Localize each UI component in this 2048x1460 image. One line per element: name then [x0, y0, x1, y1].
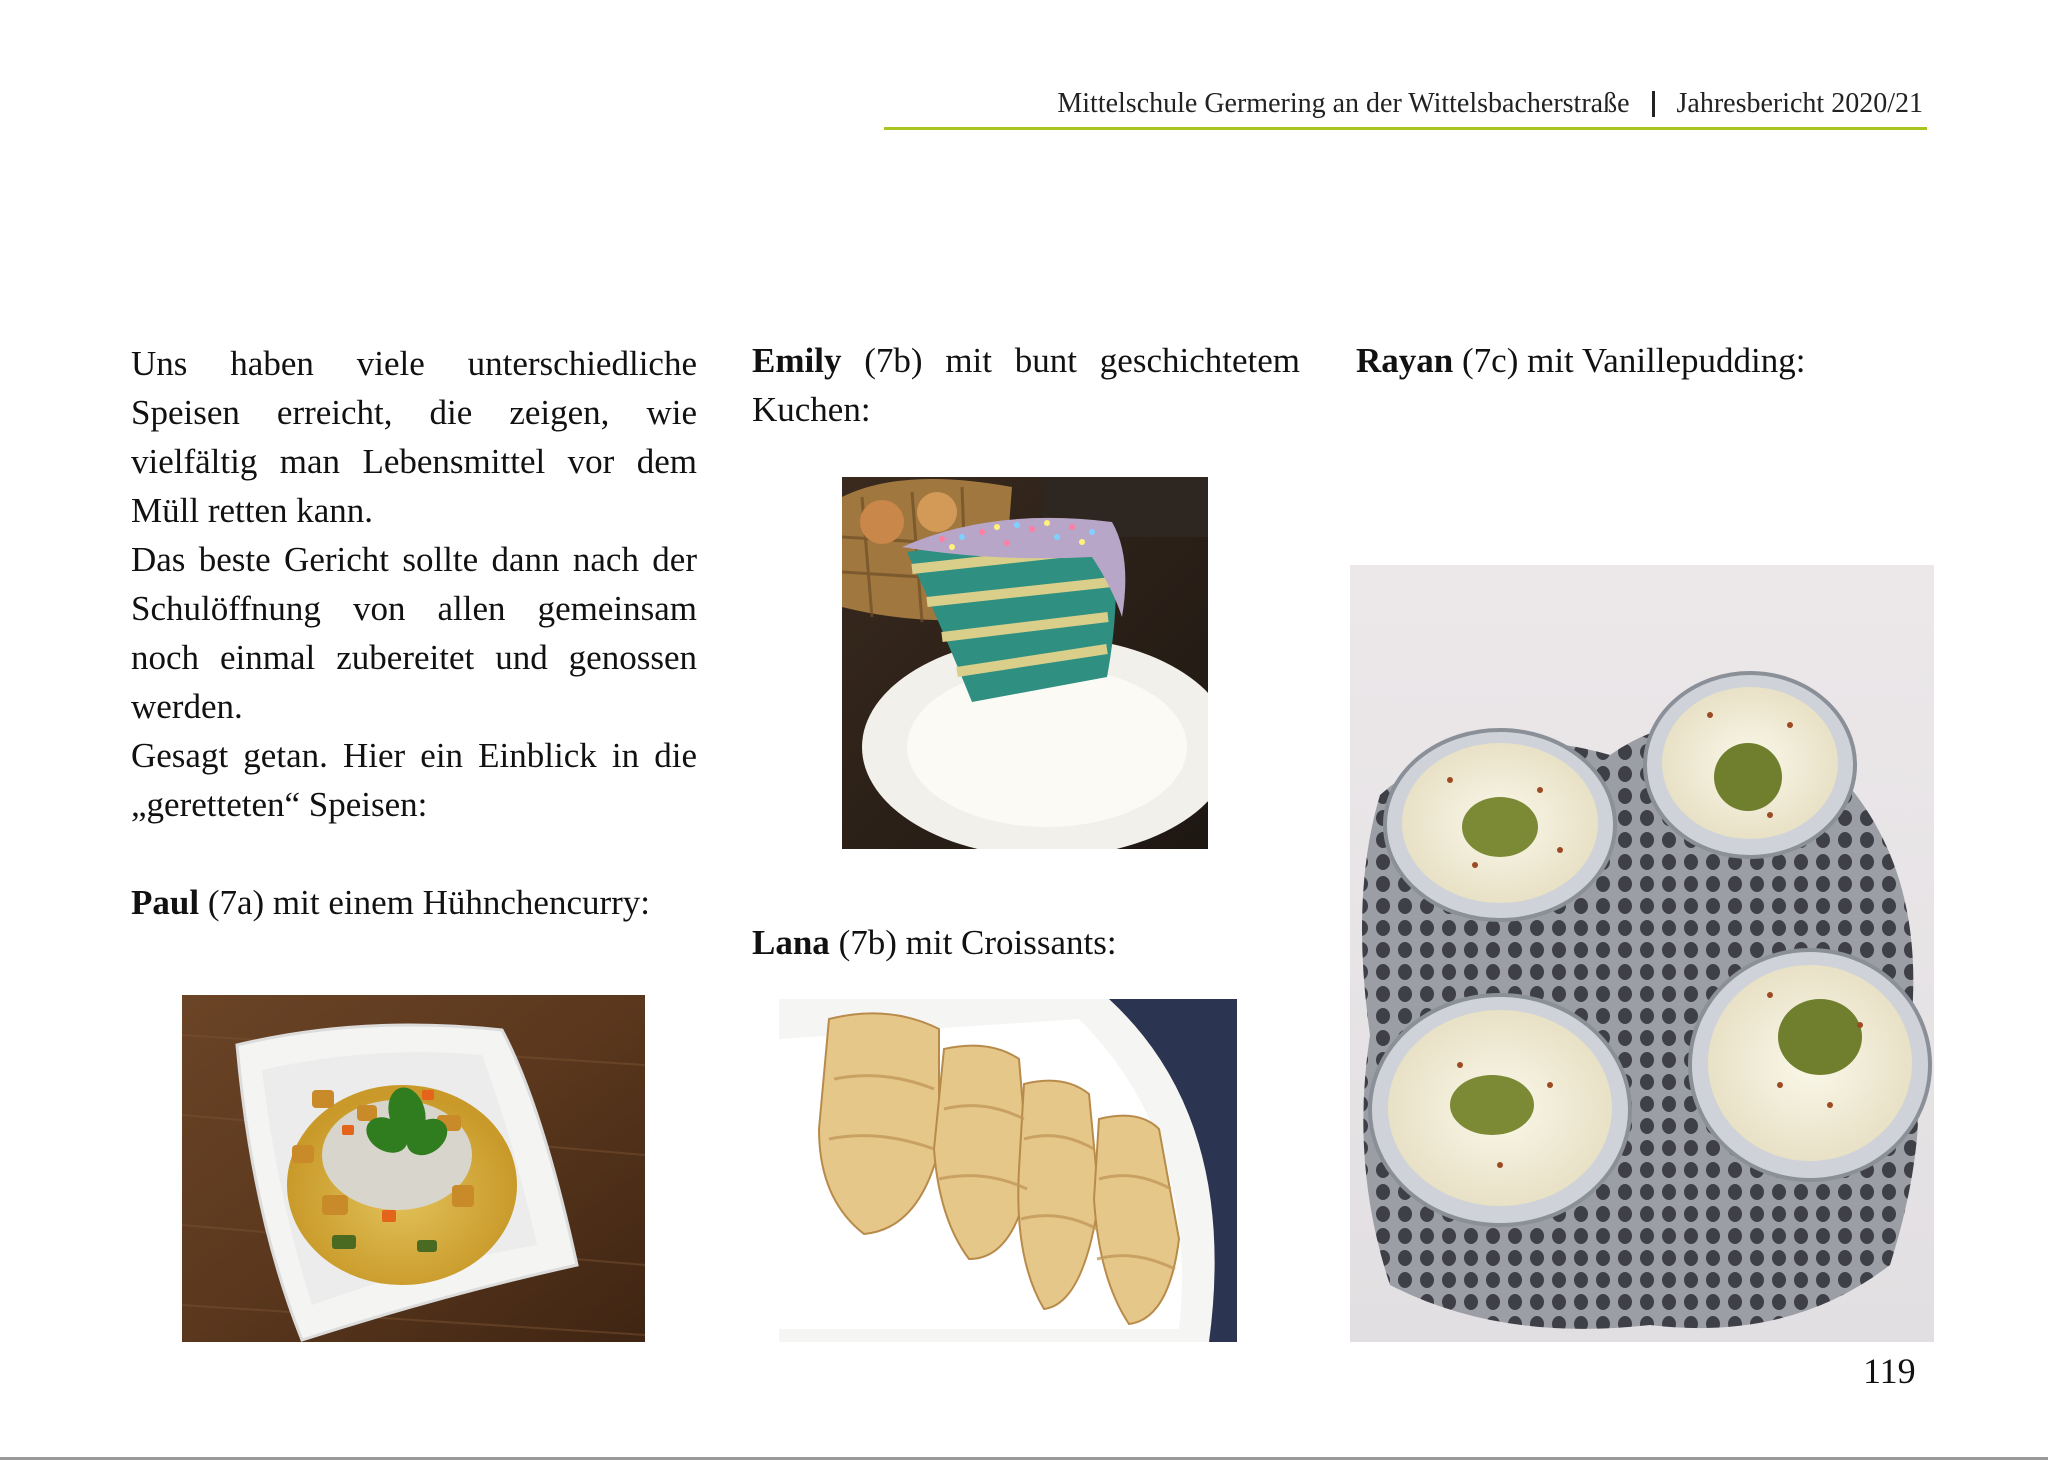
page-number: 119 [1863, 1351, 1916, 1391]
column-3 [1356, 336, 1926, 385]
lana-caption-text: (7b) mit Croissants: [829, 923, 1117, 962]
plan-paragraph: Das beste Gericht sollte dann nach der Schulöffnung von allen gemeinsam noch einmal zubereitet und genossen werden. [131, 540, 697, 726]
croissants-photo [779, 999, 1237, 1342]
paul-caption-text: (7a) mit einem Hühnchencurry: [199, 883, 651, 922]
header-separator [1652, 91, 1655, 117]
emily-caption [752, 336, 1300, 434]
vanilla-pudding-image [1350, 565, 1934, 1342]
rayan-caption [1356, 336, 1926, 385]
header-rule [884, 127, 1927, 130]
paul-caption [131, 878, 697, 927]
lana-name: Lana [752, 923, 830, 962]
header-report: Jahresbericht 2020/21 [1676, 88, 1923, 119]
layered-cake-image [842, 477, 1208, 849]
vanilla-pudding-photo [1350, 565, 1934, 1342]
chicken-curry-photo [182, 995, 645, 1342]
column-1 [131, 339, 697, 927]
lana-caption [752, 918, 1300, 967]
emily-caption-text: (7b) mit bunt geschichtetem Kuchen: [752, 341, 1300, 429]
column-2 [752, 336, 1300, 434]
preview-paragraph: Gesagt getan. Hier ein Einblick in die „geretteten“ Speisen: [131, 736, 697, 824]
rayan-name: Rayan [1356, 341, 1454, 380]
running-header [1057, 88, 1923, 120]
croissants-image [779, 999, 1237, 1342]
column-2-lower [752, 918, 1300, 967]
chicken-curry-image [182, 995, 645, 1342]
layered-cake-photo [842, 477, 1208, 849]
rayan-caption-text: (7c) mit Vanillepudding: [1453, 341, 1806, 380]
paul-name: Paul [131, 883, 200, 922]
intro-paragraph: Uns haben viele unterschiedliche Speisen erreicht, die zeigen, wie vielfältig man Lebensmittel vor dem Müll retten kann. [131, 344, 697, 530]
emily-name: Emily [752, 341, 842, 380]
header-school: Mittelschule Germering an der Wittelsbacherstraße [1057, 88, 1630, 119]
